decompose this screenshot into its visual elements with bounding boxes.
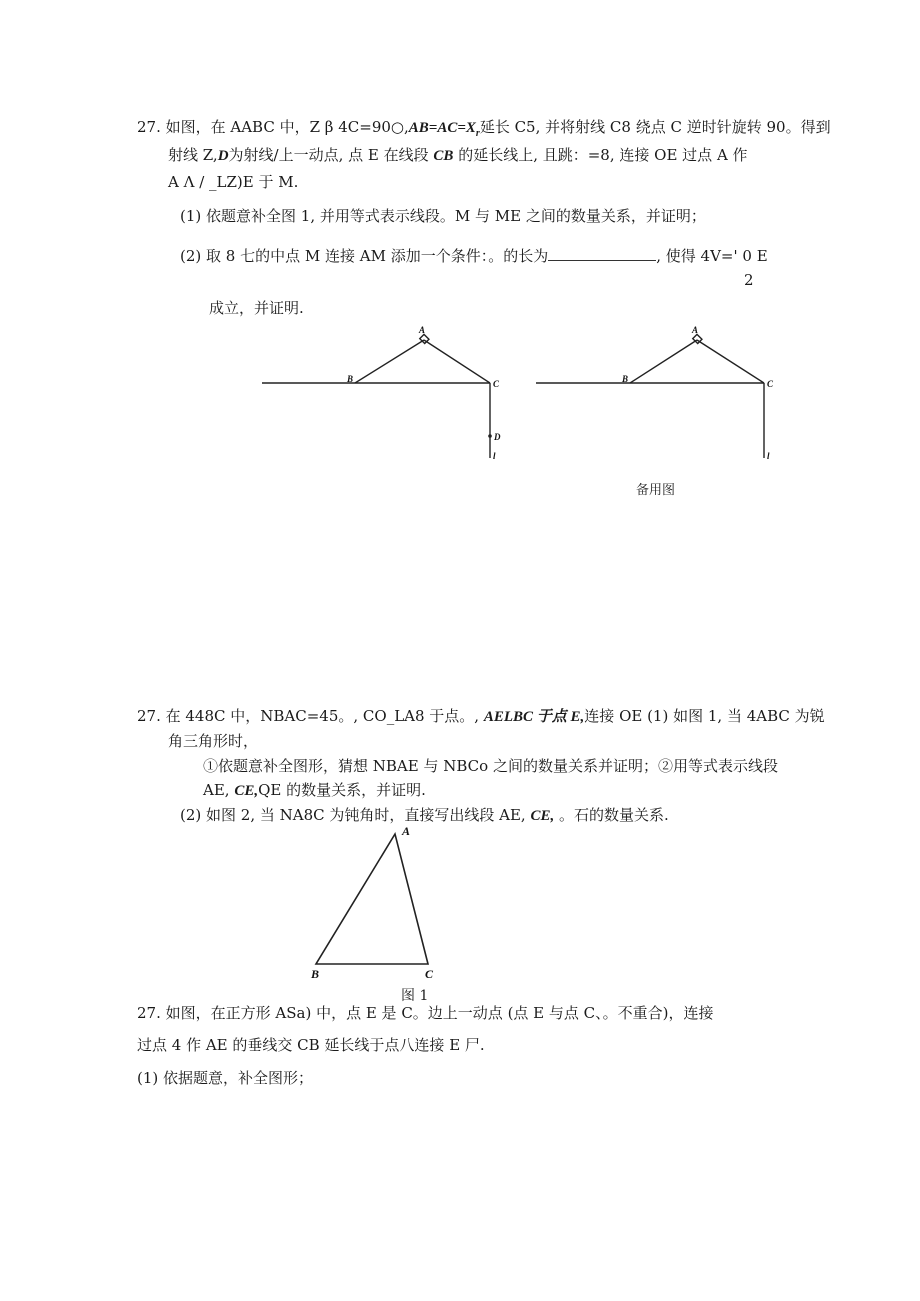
p1-line2-d: CB (433, 148, 454, 164)
figure-backup (536, 334, 764, 458)
fig1-label-d: D (494, 432, 501, 442)
fig1b-label-a: A (692, 325, 699, 335)
fig1b-label-l: l (767, 451, 770, 461)
p1-line2-b: D (217, 148, 229, 164)
fig2-label-a: A (402, 824, 411, 838)
fig2-caption: 图 1 (401, 988, 429, 1004)
p3-line3: (1) 依据题意，补全图形； (137, 1069, 314, 1087)
fig1-point-d (488, 434, 492, 438)
p1-part2-end: 成立，并证明. (209, 299, 304, 317)
p1-line2-e: 的延长线上, 且跳：=8, 连接 OE 过点 A 作 (458, 146, 748, 164)
p1-part2-sub: 2 (744, 271, 754, 289)
fig1-segment-ac (424, 340, 490, 383)
p2-line2: 角三角形时， (168, 732, 259, 750)
fig1b-label-c: C (767, 379, 774, 389)
p1-line2-c: 为射线/上一动点, 点 E 在线段 (228, 146, 429, 164)
p2-line1-c: 连接 OE (1) 如图 1, 当 4ABC 为锐 (584, 707, 825, 725)
fig1b-segment-ab (630, 340, 697, 383)
fig2-label-b: B (311, 967, 320, 981)
fig1b-label-b: B (622, 374, 629, 384)
fig1-label-c: C (493, 379, 500, 389)
p2-line4-b: CE, (234, 783, 259, 799)
p1-line1-b: AB=AC=X (408, 120, 476, 136)
p1-part2-c: 0 E (742, 247, 768, 265)
p1-line1-d: 延长 C5, 并将射线 C8 绕点 C 逆时针旋转 90。得到 (479, 118, 831, 136)
figure-triangle (316, 834, 428, 964)
fig1-label-l: l (493, 451, 496, 461)
p2-line5-c: 。石的数量关系. (559, 806, 669, 824)
fig1-label-a: A (419, 325, 426, 335)
p1-line1-a: 27. 如图，在 AABC 中，Z β 4C=90○, (137, 118, 409, 136)
p2-line1-b: AELBC 于点 E, (483, 709, 585, 725)
fig1b-segment-ac (697, 340, 764, 383)
p1-line1-c: r (475, 128, 480, 139)
p2-line5-b: CE, (530, 808, 555, 824)
p1-part1: (1) 依题意补全图 1, 并用等式表示线段。M 与 ME 之间的数量关系，并证明； (180, 207, 706, 225)
figure-1 (262, 334, 490, 458)
p3-line1: 27. 如图，在正方形 ASa) 中，点 E 是 C。边上一动点 (点 E 与点 C、。不重合)，连接 (137, 1004, 714, 1022)
fig2-label-c: C (425, 967, 434, 981)
p1-part2-b: , 使得 4V=' (656, 247, 738, 265)
p1-part2-a: (2) 取 8 七的中点 M 连接 AM 添加一个条件：。的长为 (180, 247, 549, 265)
p2-line3: ①依题意补全图形，猜想 NBAE 与 NBCo 之间的数量关系并证明；②用等式表示线段 (203, 757, 778, 775)
p2-line4-a: AE, (203, 781, 230, 799)
fig1-segment-ab (355, 340, 424, 383)
p2-line1-a: 27. 在 448C 中，NBAC=45。, CO_LA8 于点。, (137, 707, 480, 725)
p2-line5-a: (2) 如图 2, 当 NA8C 为钝角时，直接写出线段 AE, (180, 806, 526, 824)
p1-line2-a: 射线 Z, (168, 146, 218, 164)
p2-line4-c: QE 的数量关系，并证明. (258, 781, 426, 799)
p1-line3: A Λ / _LZ)E 于 M. (168, 173, 299, 191)
triangle-abc (316, 834, 428, 964)
backup-caption: 备用图 (636, 483, 676, 498)
fig1-label-b: B (347, 374, 354, 384)
p3-line2: 过点 4 作 AE 的垂线交 CB 延长线于点八连接 E 尸. (137, 1036, 485, 1054)
